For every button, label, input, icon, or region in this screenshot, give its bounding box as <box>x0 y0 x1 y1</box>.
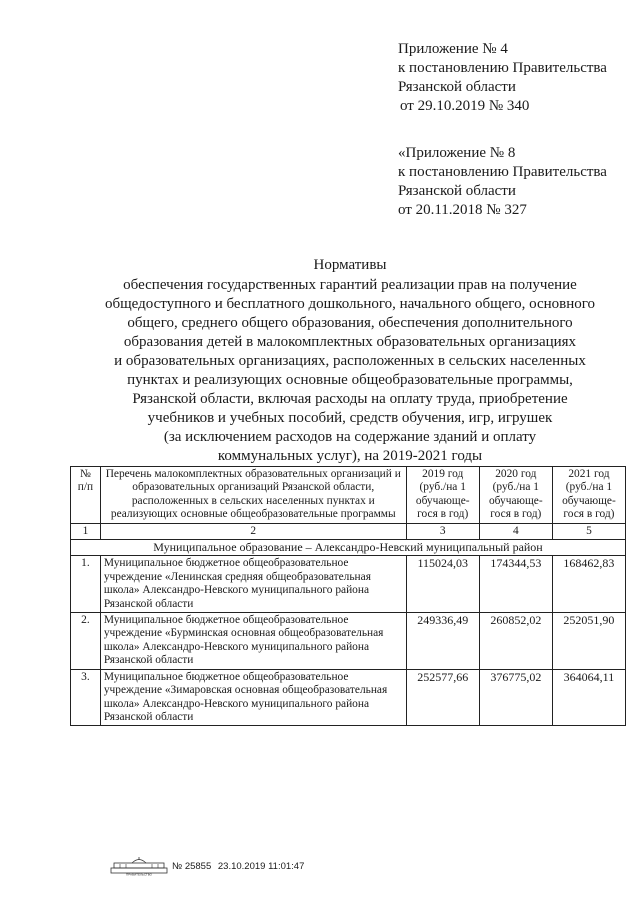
title-line: коммунальных услуг), на 2019-2021 годы <box>217 448 483 464</box>
norms-table <box>70 466 626 726</box>
table-header-row <box>71 467 626 524</box>
government-building-icon <box>110 856 168 876</box>
row-value-2019: 252577,66 <box>406 669 479 726</box>
title-line: (за исключением расходов на содержание зданий и оплату <box>163 429 537 445</box>
column-index: 3 <box>406 523 479 539</box>
title-line: образования детей в малокомплектных образовательных организациях <box>123 334 577 350</box>
row-value-2021: 252051,90 <box>552 613 625 670</box>
header-2021: 2021 год (руб./на 1 обучающе-гося в год) <box>552 467 625 524</box>
document-footer <box>110 856 308 876</box>
annex-original-line1: «Приложение № 8 <box>398 145 516 161</box>
annex-current-line1: Приложение № 4 <box>398 41 508 57</box>
annex-original-line2: к постановлению Правительства <box>398 164 607 180</box>
title-line: обеспечения государственных гарантий реализации прав на получение <box>123 277 577 293</box>
annex-original-header <box>398 144 607 220</box>
section-row <box>71 540 626 556</box>
header-2019: 2019 год (руб./на 1 обучающе-гося в год) <box>406 467 479 524</box>
column-index-row <box>71 523 626 539</box>
annex-current-line4: от 29.10.2019 № 340 <box>400 98 530 114</box>
row-value-2021: 168462,83 <box>552 556 625 613</box>
row-num: 1. <box>71 556 101 613</box>
title-line: и образовательных организациях, расположенных в сельских населенных <box>114 353 586 369</box>
title-line: общего, среднего общего образования, обеспечения дополнительного <box>127 315 573 331</box>
logo-caption: ПРАВИТЕЛЬСТВО <box>126 872 152 876</box>
title-line: Рязанской области, включая расходы на оплату труда, приобретение <box>132 391 568 407</box>
annex-current-line2: к постановлению Правительства <box>398 60 607 76</box>
header-name: Перечень малокомплектных образовательных организаций и образовательных организаций Рязанской области, расположенных в сельских населенных пунктах и реализующих основные общеобразовательные программы <box>100 467 406 524</box>
column-index: 2 <box>100 523 406 539</box>
document-title <box>90 256 610 466</box>
table-row <box>71 556 626 613</box>
annex-current-header <box>398 40 607 116</box>
column-index: 5 <box>552 523 625 539</box>
row-value-2019: 115024,03 <box>406 556 479 613</box>
row-value-2020: 376775,02 <box>479 669 552 726</box>
table-row <box>71 669 626 726</box>
column-index: 4 <box>479 523 552 539</box>
row-name: Муниципальное бюджетное общеобразовательное учреждение «Ленинская средняя общеобразовательная школа» Александро-Невского муниципального района Рязанской области <box>100 556 406 613</box>
header-2020: 2020 год (руб./на 1 обучающе-гося в год) <box>479 467 552 524</box>
doc-timestamp: 23.10.2019 11:01:47 <box>217 860 305 872</box>
column-index: 1 <box>71 523 101 539</box>
registration-stamp <box>172 861 308 872</box>
section-title: Муниципальное образование – Александро-Невский муниципальный район <box>71 540 626 556</box>
title-line: учебников и учебных пособий, средств обучения, игр, игрушек <box>147 410 553 426</box>
row-num: 3. <box>71 669 101 726</box>
row-num: 2. <box>71 613 101 670</box>
header-num: № п/п <box>71 467 101 524</box>
annex-original-line4: от 20.11.2018 № 327 <box>398 202 527 218</box>
title-heading: Нормативы <box>313 257 387 273</box>
row-value-2021: 364064,11 <box>552 669 625 726</box>
title-line: пунктах и реализующих основные общеобразовательные программы, <box>127 372 573 388</box>
row-value-2020: 260852,02 <box>479 613 552 670</box>
annex-original-line3: Рязанской области <box>398 183 516 199</box>
table-row <box>71 613 626 670</box>
row-name: Муниципальное бюджетное общеобразовательное учреждение «Бурминская основная общеобразовательная школа» Александро-Невского муниципального района Рязанской области <box>100 613 406 670</box>
row-value-2019: 249336,49 <box>406 613 479 670</box>
row-name: Муниципальное бюджетное общеобразовательное учреждение «Зимаровская основная общеобразовательная школа» Александро-Невского муниципального района Рязанской области <box>100 669 406 726</box>
title-line: общедоступного и бесплатного дошкольного, начального общего, основного <box>104 296 596 312</box>
row-value-2020: 174344,53 <box>479 556 552 613</box>
doc-number: № 25855 <box>172 860 212 872</box>
annex-current-line3: Рязанской области <box>398 79 516 95</box>
